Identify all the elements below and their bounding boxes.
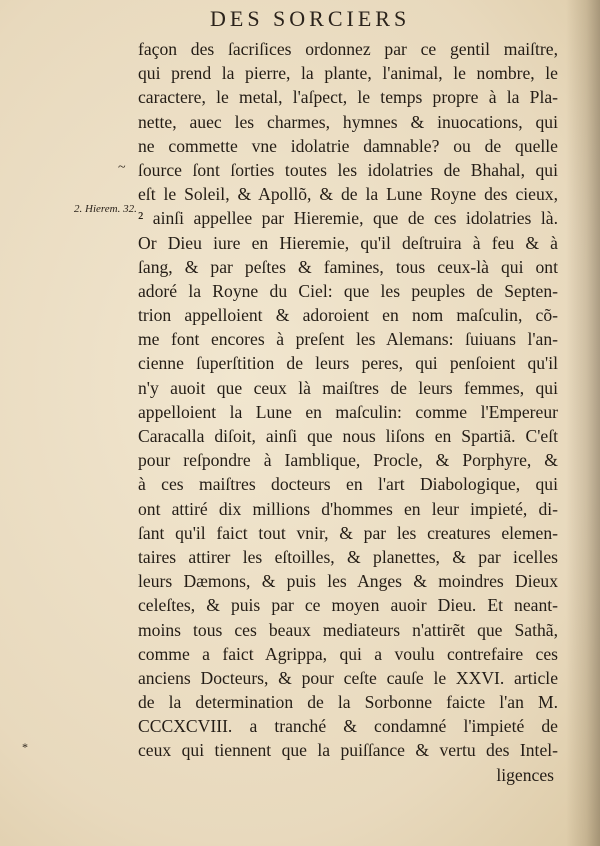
text-line: anciens Docteurs, & pour ceſte cauſe le XXVI. article bbox=[138, 667, 558, 688]
running-head: DES SORCIERS bbox=[210, 6, 411, 31]
text-line: appelloient la Lune en maſculin: comme l'Empereur bbox=[138, 401, 558, 422]
text-line: de la determination de la Sorbonne faicte l'an M. bbox=[138, 692, 558, 713]
margin-star-mark: * bbox=[22, 740, 28, 754]
text-line: ont attiré dix millions d'hommes en leur impieté, di- bbox=[138, 498, 558, 519]
text-line: me font encores à preſent les Alemans: ſuiuans l'an- bbox=[138, 329, 558, 350]
text-line: Or Dieu iure en Hieremie, qu'il deſtruira à feu & à bbox=[138, 232, 558, 253]
catchword: ligences bbox=[496, 764, 554, 785]
marginal-note: 2. Hierem. 32. bbox=[74, 203, 137, 215]
text-line: taires attirer les eſtoilles, & planettes, & par icelles bbox=[138, 546, 558, 567]
text-line: comme a faict Agrippa, qui a voulu contrefaire ces bbox=[138, 643, 558, 664]
text-line: caractere, le metal, l'aſpect, le temps propre à la Pla- bbox=[138, 87, 558, 108]
text-line: Caracalla diſoit, ainſi que nous liſons en Spartiã. C'eſt bbox=[138, 426, 558, 446]
text-line: pour reſpondre à Iamblique, Procle, & Porphyre, & bbox=[138, 450, 558, 471]
text-line: eſt le Soleil, & Apollõ, & de la Lune Royne des cieux, bbox=[138, 184, 558, 205]
text-line: cienne ſuperſtition de leurs peres, qui penſoient qu'il bbox=[138, 353, 558, 374]
body-text bbox=[138, 37, 558, 787]
page-gutter-shadow bbox=[566, 0, 600, 846]
text-line: adoré la Royne du Ciel: que les peuples de Septen- bbox=[138, 280, 558, 301]
text-line: ſang, & par peſtes & famines, tous ceux-là qui ont bbox=[138, 256, 558, 277]
text-line: ſant qu'il faict tout vnir, & par les creatures elemen- bbox=[138, 522, 558, 543]
text-line: moins tous ces beaux mediateurs n'attirẽt que Sathã, bbox=[138, 619, 558, 640]
text-line: celeſtes, & puis par ce moyen auoir Dieu. Et neant- bbox=[138, 595, 558, 616]
text-line: n'y auoit que ceux là maiſtres de leurs femmes, qui bbox=[138, 377, 558, 398]
text-line: leurs Dæmons, & puis les Anges & moindres Dieux bbox=[138, 571, 558, 592]
text-line: ne commette vne idolatrie damnable? ou de quelle bbox=[138, 135, 558, 156]
text-line: ceux qui tiennent que la puiſſance & vertu des Intel- bbox=[138, 740, 558, 761]
text-line: nette, auec les charmes, hymnes & inuocations, qui bbox=[138, 111, 558, 132]
text-line: qui prend la pierre, la plante, l'animal, le nombre, le bbox=[138, 63, 558, 84]
text-line: façon des ſacriſices ordonnez par ce gentil maiſtre, bbox=[138, 39, 558, 59]
margin-dash-mark: ~ bbox=[118, 160, 126, 175]
text-line: CCCXCVIII. a tranché & condamné l'impieté de bbox=[138, 716, 558, 737]
text-line: ² ainſi appellee par Hieremie, que de ces idolatries là. bbox=[138, 208, 558, 229]
text-line: trion appelloient & adoroient en nom maſculin, cõ- bbox=[138, 305, 558, 326]
text-line: ſource ſont ſorties toutes les idolatries de Bhahal, qui bbox=[138, 159, 558, 180]
text-line: à ces maiſtres docteurs en l'art Diabologique, qui bbox=[138, 474, 558, 495]
